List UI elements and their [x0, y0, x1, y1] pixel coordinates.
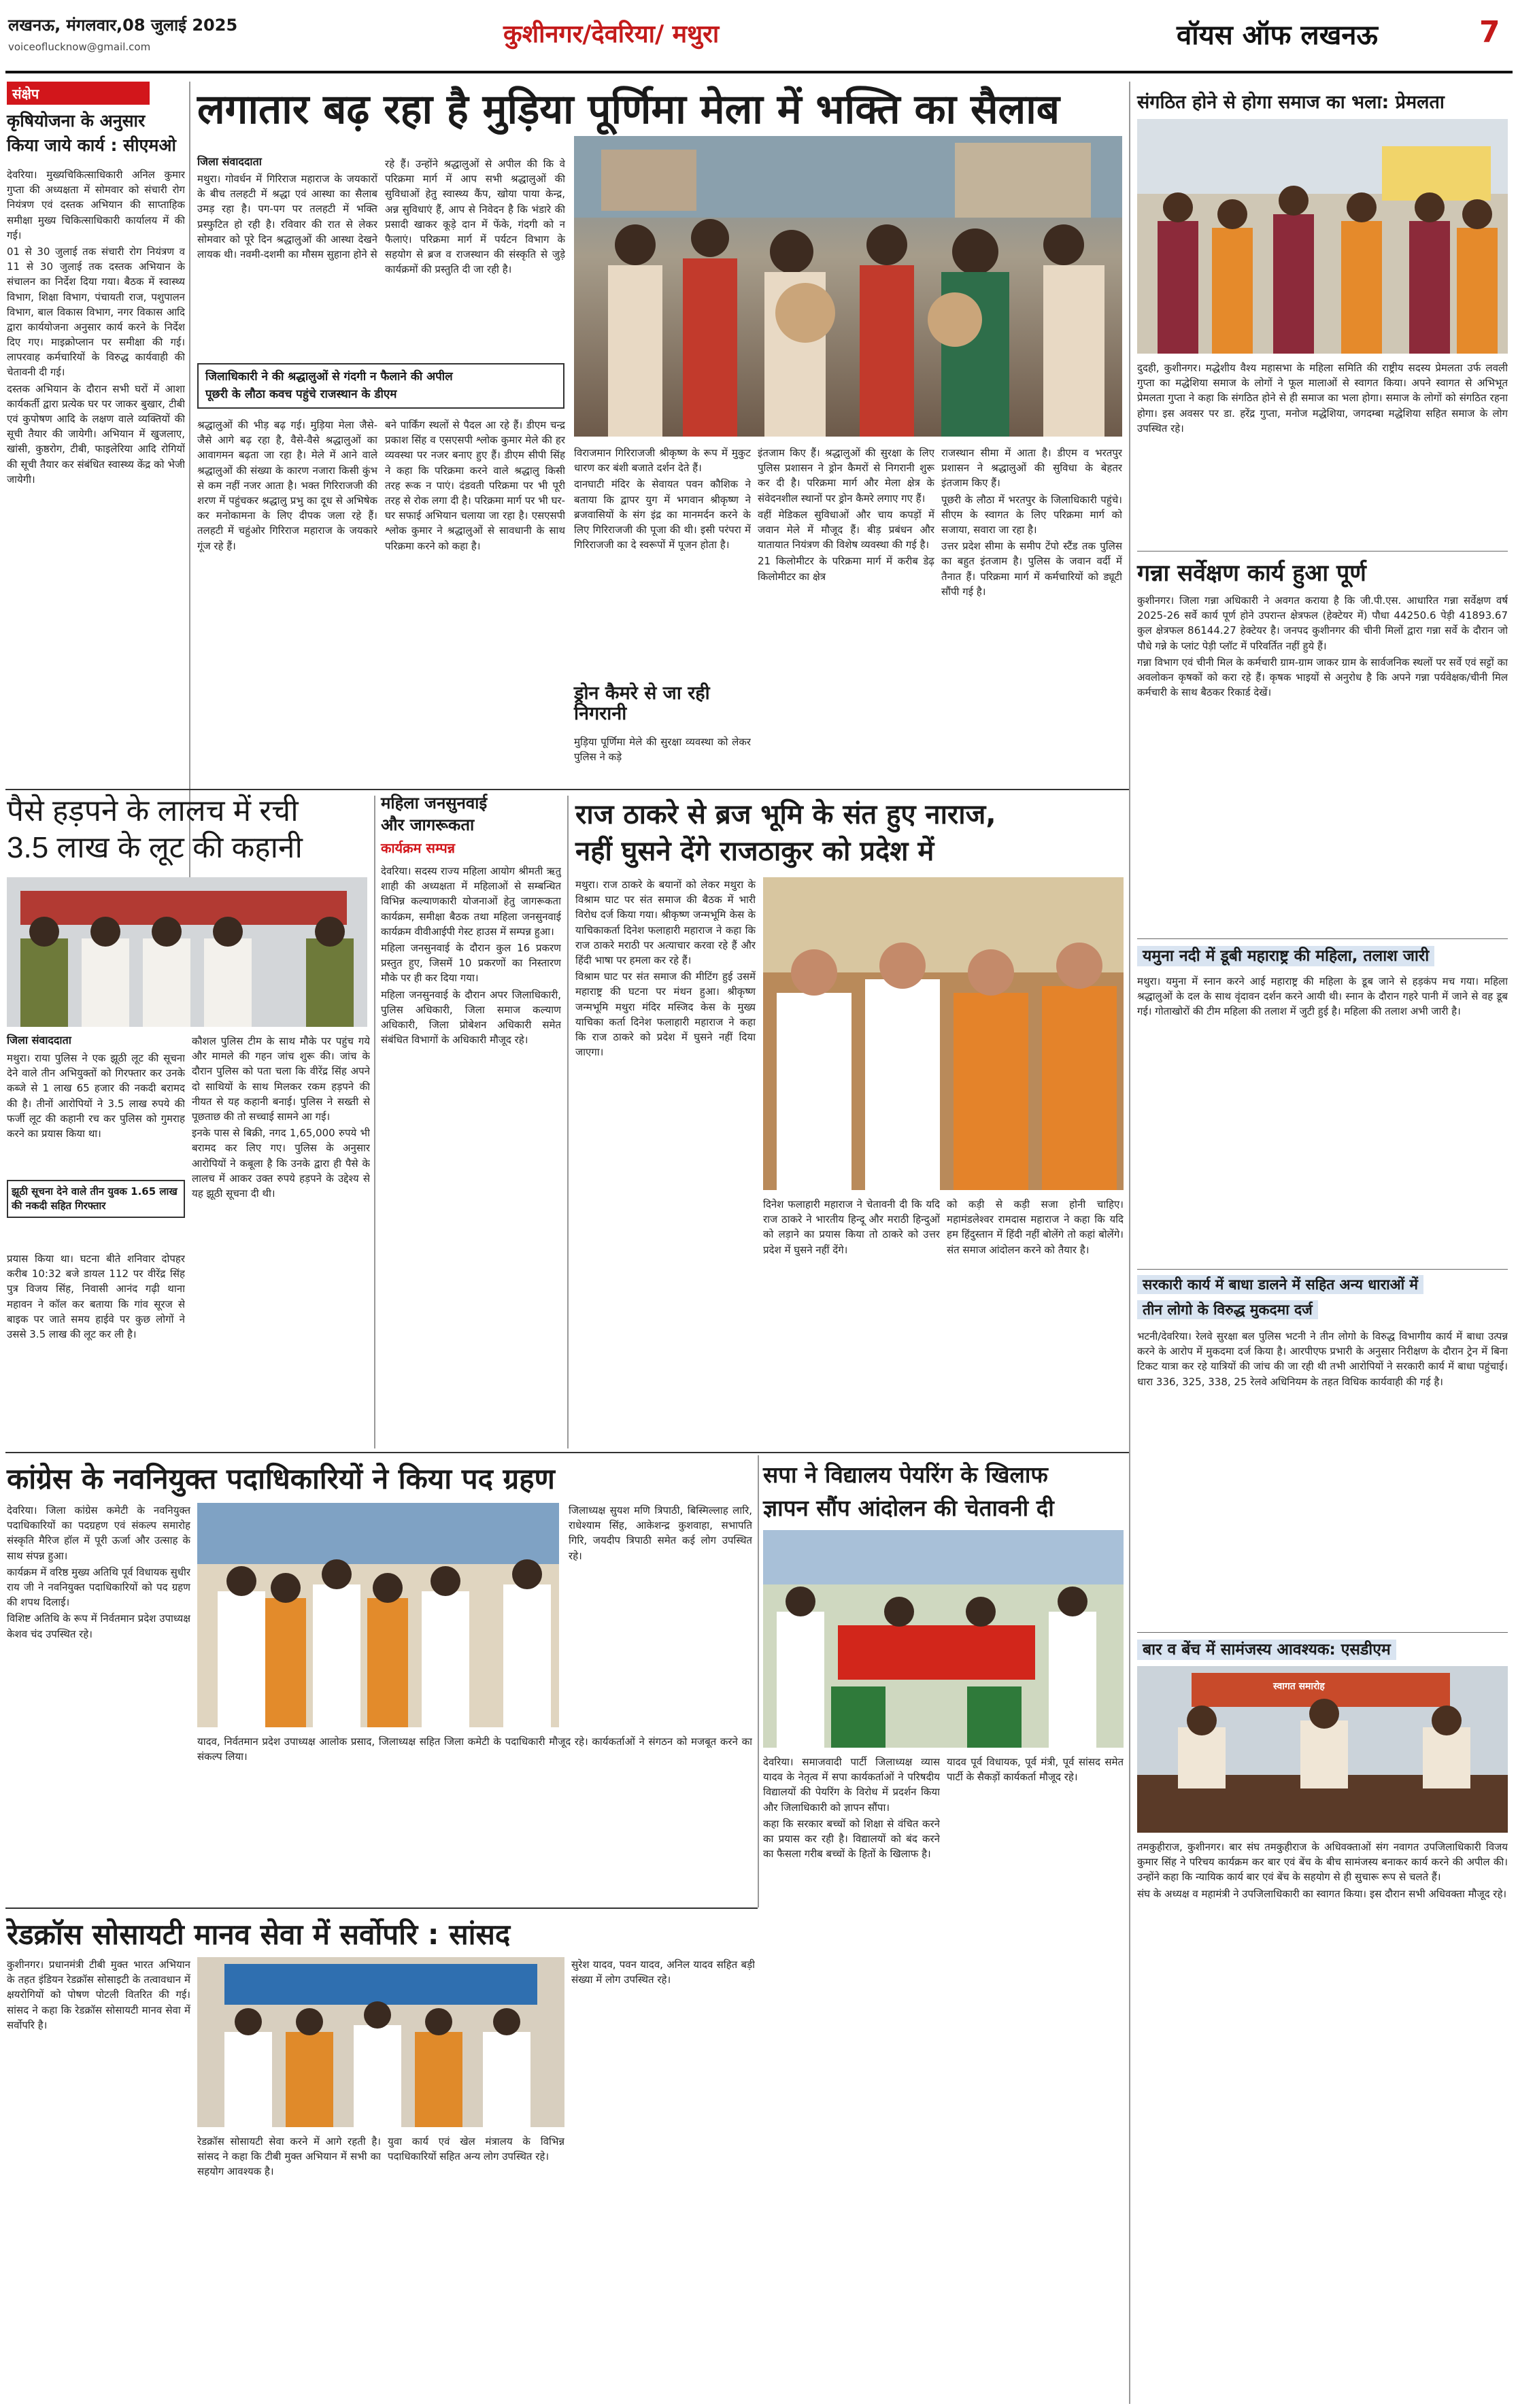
sapa-col-2 [947, 1754, 1124, 2401]
mela-text-4c: 21 किलोमीटर के परिक्रमा मार्ग में करीब डेढ़ किलोमीटर का क्षेत्र [758, 555, 934, 583]
mahila-headline-3: कार्यक्रम सम्पन्न [381, 840, 456, 856]
divider [1137, 551, 1508, 552]
sarkari-text: भटनी/देवरिया। रेलवे सुरक्षा बल पुलिस भटनी ने तीन लोगो के विरुद्ध विभागीय कार्य में बाधा उत्पन्न करने के आरोप में मुकदमा दर्ज किया है। आरपीएफ प्रभारी के अनुसार निरीक्षण के दौरान ट्रेन में बिना टिकट यात्रा कर रहे यात्रियों की जांच की जा रही थी तभी आरोपियों ने सरकारी कार्य में बाधा पहुंचाई। धारा 336, 325, 338, 25 रेलवे अधिनियम के तहत विधिक कार्यवाही की गई है। [1137, 1330, 1508, 1388]
raj-col-3 [947, 1197, 1124, 1445]
raj-text-2: दिनेश फलाहारी महाराज ने चेतावनी दी कि यदि राज ठाकरे ने भारतीय हिन्दू और मराठी हिन्दुओं को लड़ाने का प्रयास किया तो ठाकरे को उत्तर प्रदेश में घुसने नहीं देंगे। [763, 1198, 940, 1256]
loot-byline: जिला संवाददाता [7, 1034, 71, 1047]
column-rule [1129, 1632, 1130, 2404]
redcross-text-2: रेडक्रॉस सोसायटी सेवा करने में आगे रहती है। सांसद ने कहा कि टीबी मुक्त अभियान में सभी का सहयोग आवश्यक है। [197, 2135, 381, 2178]
mela-text-4a: इंतजाम किए हैं। श्रद्धालुओं की सुरक्षा के लिए पुलिस प्रशासन ने ड्रोन कैमरों से निगरानी शुरू कर दी है। परिक्रमा मार्ग और मेला क्षेत्र के संवेदनशील स्थानों पर ड्रोन कैमरे लगाए गए हैं। [758, 447, 934, 505]
brief-tag: संक्षेप [7, 82, 150, 105]
sapa-text-2: यादव पूर्व विधायक, पूर्व मंत्री, पूर्व सांसद समेत पार्टी के सैकड़ों कार्यकर्ता मौजूद रहे। [947, 1756, 1124, 1784]
section-divider [5, 1452, 1129, 1453]
loot-col-2 [192, 1034, 370, 1448]
redcross-text-3: युवा कार्य एवं खेल मंत्रालय के विभिन्न पदाधिकारियों सहित अन्य लोग उपस्थित रहे। [388, 2135, 564, 2163]
mela-text-5c: उत्तर प्रदेश सीमा के समीप टेंपो स्टैंड तक पुलिस का बहुत इंतजाम है। पुलिस के जवान वर्दी में तैनात हैं। परिक्रमा मार्ग में कर्मचारियों को ड्यूटी सौंपी गई है। [941, 540, 1122, 598]
brief-para-1: देवरिया। मुख्यचिकित्साधिकारी अनिल कुमार गुप्ता की अध्यक्षता में सोमवार को संचारी रोग नियंत्रण एवं दस्तक अभियान की साप्ताहिक समीक्षा मुख्य चिकित्साधिकारी कार्यालय में की गई। [7, 169, 185, 241]
sarkari-headline-text-1: सरकारी कार्य में बाधा डालने में सहित अन्य धाराओं में [1137, 1275, 1423, 1294]
mela-col-1a [197, 171, 377, 358]
premlata-text: दुदही, कुशीनगर। मद्धेशीय वैश्य महासभा के महिला समिति की राष्ट्रीय सदस्य प्रेमलता उर्फ लवली गुप्ता का मद्धेशिया समाज के लोगों ने फूल मालाओं से स्वागत किया। अपने स्वागत से अभिभूत प्रेमलता गुप्ता ने कहा कि संगठित होने से ही समाज का भला होगा। समाज के लोगों को संगठित रहना होगा। इस अवसर पर डा. हरेंद्र गुप्ता, मनोज मद्धेशिया, जगदम्बा मद्धेशिया सहित समाज के लोग उपस्थित रहे। [1137, 362, 1508, 435]
mela-col-3 [574, 445, 751, 717]
mela-text-1b: श्रद्धालुओं की भीड़ बढ़ गई। मुड़िया मेला जैसे-जैसे आगे बढ़ रहा है, वैसे-वैसे श्रद्धालुओं का आवागमन बढ़ता जा रहा है। मेले में आने वाले श्रद्धालुओं की संख्या के कारण नजारा किसी कुंभ से कम नहीं नजर आता है। भक्त गिरिराजजी की शरण में पहुंचकर श्रद्धालु प्रभु का दूध से अभिषेक कर मनोकामना के लिए दीपक जला रहे हैं। तलहटी में चहुंओर गिरिराज महाराज के जयकारे गूंज रहे हैं। [197, 419, 377, 552]
sarkari-body [1137, 1329, 1508, 1628]
redcross-text-1: कुशीनगर। प्रधानमंत्री टीबी मुक्त भारत अभियान के तहत इंडियन रेडक्रॉस सोसाइटी के तत्वावधान में क्षयरोगियों को पोषण पोटली वितरित की गई। सांसद ने कहा कि रेडक्रॉस सोसायटी मानव सेवा में सर्वोपरि है। [7, 1958, 190, 2031]
section-divider [5, 789, 1129, 790]
brand-logo: वॉयस ऑफ लखनऊ [1177, 20, 1378, 51]
bar-headline-text: बार व बेंच में सामंजस्य आवश्यक: एसडीएम [1137, 1640, 1396, 1660]
divider [1137, 1269, 1508, 1270]
mahila-text-2: महिला जनसुनवाई के दौरान कुल 16 प्रकरण प्रस्तुत हुए, जिसमें 10 प्रकरणों का निस्तारण मौके पर ही कर दिया गया। [381, 941, 561, 985]
raj-text-1b: विश्राम घाट पर संत समाज की मीटिंग हुई उसमें महाराष्ट्र की घटना पर मंथन हुआ। श्रीकृष्ण जन्मभूमि मथुरा मंदिर मस्जिद केस के मुख्य याचिका कर्ता दिनेश फलाहारी महाराज ने कहा कि राज ठाकरे को प्रदेश में घुसने नहीं दिया जाएगा। [575, 970, 756, 1059]
ganna-text-2: गन्ना विभाग एवं चीनी मिल के कर्मचारी ग्राम-ग्राम जाकर ग्राम के सार्वजनिक स्थलों पर सर्वे एवं सट्टों का अवलोकन कृषकों को करा रहे हैं। कृषक भाइयों से अनुरोध है कि अपने गन्ना पर्यवेक्षक/चीनी मिल कर्मचारी के साथ बैठकर रिकार्ड देखें। [1137, 656, 1508, 699]
section-title: कुशीनगर/देवरिया/ मथुरा [503, 20, 720, 48]
section-divider [5, 1907, 758, 1909]
ganna-headline: गन्ना सर्वेक्षण कार्य हुआ पूर्ण [1137, 560, 1366, 587]
mela-text-2b: बने पार्किंग स्थलों से पैदल आ रहे हैं। डीएम चन्द्र प्रकाश सिंह व एसएसपी श्लोक कुमार मेले की हर व्यवस्था पर नजर बनाए हुए हैं। डीएम सीपी सिंह ने कहा कि परिक्रमा करने वाले श्रद्धालु किसी तरह रूक न पाएं। दंडवती परिक्रमा पर भी पूरी तरह से रोक लगा दी है। परिक्रमा मार्ग पर भी घर-घर सफाई अभियान चलाया जा रहा है। एसएसपी श्लोक कुमार ने श्रद्धालुओं से सावधानी के साथ परिक्रमा करने को कहा है। [385, 419, 565, 552]
ganna-body [1137, 593, 1508, 933]
loot-photo [7, 877, 367, 1027]
mahila-text-1: देवरिया। सदस्य राज्य महिला आयोग श्रीमती ऋतु शाही की अध्यक्षता में महिलाओं से सम्बन्धित विभिन्न कल्याणकारी योजनाओं हेतु जागरूकता कार्यक्रम, समीक्षा बैठक तथा महिला जनसुनवाई कार्यक्रम वीवीआईपी गेस्ट हाउस में सम्पन्न हुआ। [381, 865, 561, 938]
crowd-illustration [574, 136, 1122, 437]
loot-callout [7, 1180, 185, 1218]
raj-text-3: को कड़ी से कड़ी सजा होनी चाहिए। महामंडलेश्वर रामदास महाराज ने कहा कि यदि हम हिंदुस्तान में हिंदी नहीं बोलेंगे तो कहां बोलेंगे। संत समाज आंदोलन करने को तैयार है। [947, 1198, 1124, 1256]
redcross-col-1 [7, 1957, 190, 2403]
column-rule [374, 796, 375, 1448]
sarkari-headline-2 [1137, 1300, 1508, 1319]
loot-callout-text: झूठी सूचना देने वाले तीन युवक 1.65 लाख की नकदी सहित गिरफ्तार [12, 1185, 178, 1212]
mela-headline: लगातार बढ़ रहा है मुड़िया पूर्णिमा मेला में भक्ति का सैलाब [197, 86, 1060, 133]
raj-col-1 [575, 877, 756, 1445]
sarkari-headline-text-2: तीन लोगो के विरुद्ध मुकदमा दर्ज [1137, 1300, 1318, 1319]
brief-headline-b: किया जाये कार्य : सीएमओ [7, 135, 176, 155]
mela-byline: जिला संवाददाता [197, 155, 262, 168]
congress-col-1 [7, 1503, 190, 1904]
column-rule [1129, 82, 1130, 1686]
page-number: 7 [1479, 15, 1500, 50]
raj-text-1: मथुरा। राज ठाकरे के बयानों को लेकर मथुरा के विश्राम घाट पर संत समाज की बैठक में भारी विरोध दर्ज किया गया। श्रीकृष्ण जन्मभूमि केस के याचिकाकर्ता दिनेश फलाहारी महाराज ने कहा कि राज ठाकरे मराठी पर अत्याचार करवा रहे हैं और हिंदी भाषा पर हमला कर रहे हैं। [575, 879, 756, 966]
loot-text-2: कौशल पुलिस टीम के साथ मौके पर पहुंच गये और मामले की गहन जांच शुरू की। जांच के दौरान पुलिस को पता चला कि वीरेंद्र सिंह अपने दो साथियों के साथ मिलकर रकम हड़पने की नीयत से यह कहानी बनाई। पुलिस ने सख्ती से पूछताछ की तो सच्चाई सामने आ गई। [192, 1035, 370, 1123]
congress-text-3: जिलाध्यक्ष सुयश मणि त्रिपाठी, बिस्मिल्लाह लारि, राधेश्याम सिंह, आकेशन्द्र कुशवाहा, सभापति गिरि, जयदीप त्रिपाठी समेत कई लोग उपस्थित रहे। [569, 1504, 752, 1562]
redcross-headline: रेडक्रॉस सोसायटी मानव सेवा में सर्वोपरि : सांसद [7, 1918, 511, 1951]
loot-col-1b [7, 1251, 185, 1448]
brief-para-2: 01 से 30 जुलाई तक संचारी रोग नियंत्रण व 11 से 30 जुलाई तक दस्तक अभियान के संचालन का निर्देश दिया गया। बैठक में स्वास्थ्य विभाग, शिक्षा विभाग, पंचायती राज, पशुपालन विभाग, बाल विकास विभाग, नगर विकास आदि द्वारा कार्ययोजना अनुसार कार्य करने के निर्देश दिए गए। माइक्रोप्लान पर समीक्षा की गई। लापरवाह कर्मचारियों के विरुद्ध कार्यवाही की चेतावनी दी गई। [7, 245, 185, 379]
bar-photo-caption: स्वागत समारोह [1273, 1681, 1325, 1692]
mela-text-3b: दानघाटी मंदिर के सेवायत पवन कौशिक ने बताया कि द्वापर युग में भगवान श्रीकृष्ण ने ब्रजवासियों के संग इंद्र का मानमर्दन करने के लिए गिरिराजजी की पूजा की थी। इसी परंपरा में गिरिराजजी का दे स्वरूपों में पूजन होता है। [574, 478, 751, 552]
protest-illustration [763, 1530, 1124, 1748]
redcross-col-4 [571, 1957, 755, 2403]
premlata-photo [1137, 119, 1508, 354]
redcross-text-4: सुरेश यादव, पवन यादव, अनिल यादव सहित बड़ी संख्या में लोग उपस्थित रहे। [571, 1958, 755, 1986]
sapa-photo [763, 1530, 1124, 1748]
brief-para-3: दस्तक अभियान के दौरान सभी घरों में आशा कार्यकर्ती द्वारा प्रत्येक घर पर जाकर बुखार, टीबी एवं कुपोषण आदि के लक्षण वाले व्यक्तियों की सूची तैयार की जायेगी। अभियान में खुजलाए, खांसी, कुष्ठरोग, टीबी, फाइलेरिया आदि रोगियों की सूची तैयार कर संबंधित स्वास्थ्य केंद्र को भेजी जायेगी। [7, 382, 185, 486]
ceremony-illustration [197, 1503, 559, 1727]
mela-subhead-2: पूछरी के लौठा कवच पहुंचे राजस्थान के डीएम [205, 387, 397, 401]
mela-text-3c: मुड़िया पूर्णिमा मेले की सुरक्षा व्यवस्था को लेकर पुलिस ने कड़े [574, 736, 751, 764]
congress-photo [197, 1503, 559, 1727]
congress-headline: कांग्रेस के नवनियुक्त पदाधिकारियों ने किया पद ग्रहण [7, 1462, 555, 1495]
loot-headline-1: पैसे हड़पने के लालच में रची [7, 794, 299, 828]
redcross-col-2 [197, 2134, 381, 2403]
mela-col-5 [941, 445, 1122, 789]
mela-text-5b: पूछरी के लौठा में भरतपुर के जिलाधिकारी पहुंचे। सीएम के स्वागत के लिए परिक्रमा मार्ग को सजाया, सवारा जा रहा है। [941, 493, 1122, 536]
yamuna-headline-text: यमुना नदी में डूबी महाराष्ट्र की महिला, तलाश जारी [1137, 946, 1434, 966]
premlata-body [1137, 360, 1508, 544]
loot-text-2b: इनके पास से बिक्री, नगद 1,65,000 रुपये भी बरामद कर लिए गए। पुलिस के अनुसार आरोपियों ने कबूला है कि उनके द्वारा ही पैसे के लालच में आकर उक्त रुपये हड़पने के उद्देश्य से यह झूठी सूचना दी थी। [192, 1127, 370, 1200]
divider [1137, 938, 1508, 939]
congress-col-2 [569, 1503, 752, 1727]
redcross-photo [197, 1957, 564, 2127]
premlata-headline: संगठित होने से होगा समाज का भला: प्रेमलता [1137, 92, 1445, 113]
masthead-rule [5, 71, 1513, 73]
sapa-text-1b: कहा कि सरकार बच्चों को शिक्षा से वंचित करने का प्रयास कर रही है। विद्यालयों को बंद करने का फैसला गरीब बच्चों के हितों के खिलाफ है। [763, 1817, 940, 1861]
ganna-text-1: कुशीनगर। जिला गन्ना अधिकारी ने अवगत कराया है कि जी.पी.एस. आधारित गन्ना सर्वेक्षण वर्ष 2025-26 सर्वे कार्य पूर्ण होने उपरान्त क्षेत्रफल (हेक्टेयर में) पौधा 44250.6 पेड़ी 41893.67 कुल क्षेत्रफल 86144.27 हेक्टेयर है। जनपद कुशीनगर की चीनी मिलों द्वारा गन्ना सर्वे के दौरान जो पौधे गन्ने के प्लांट पेड़ी प्लॉट में परिवर्तित नहीं हुये हैं। [1137, 594, 1508, 652]
website: voiceoflucknow@gmail.com [8, 41, 151, 53]
bar-body [1137, 1839, 1508, 2404]
congress-col-3 [197, 1734, 752, 1904]
saints-illustration [763, 877, 1124, 1190]
mahila-body [381, 864, 561, 1448]
yamuna-headline [1137, 944, 1508, 966]
sapa-headline-1: सपा ने विद्यालय पेयरिंग के खिलाफ [763, 1461, 1048, 1488]
mela-subhead-box [197, 363, 564, 409]
bar-photo [1137, 1666, 1508, 1833]
raj-headline-2: नहीं घुसने देंगे राजठाकुर को प्रदेश में [575, 836, 934, 867]
mela-text-3a: विराजमान गिरिराजजी श्रीकृष्ण के रूप में मुकुट धारण कर बंशी बजाते दर्शन देते हैं। [574, 447, 751, 475]
mahila-headline-1: महिला जनसुनवाई [381, 794, 488, 813]
mela-col-3c [574, 734, 751, 789]
sapa-col-1 [763, 1754, 940, 2401]
divider [1137, 1632, 1508, 1633]
redcross-col-3 [388, 2134, 564, 2403]
mela-text-5a: राजस्थान सीमा में आता है। डीएम व भरतपुर प्रशासन ने श्रद्धालुओं की सुविधा के बेहतर इंतजाम किए हैं। [941, 447, 1122, 490]
drone-subhead: ड्रोन कैमरे से जा रही निगरानी [574, 683, 710, 725]
loot-headline-2: 3.5 लाख के लूट की कहानी [7, 831, 303, 864]
mela-text-4b: वहीं मेडिकल सुविधाओं और चाय कपड़ों में जवान मेले में मौजूद हैं। बीड़ प्रबंधन और यातायात नियंत्रण की विशेष व्यवस्था की गई है। [758, 508, 934, 552]
raj-col-2 [763, 1197, 940, 1445]
mela-crowd-photo [574, 136, 1122, 437]
sarkari-headline-1 [1137, 1275, 1508, 1294]
loot-col-1 [7, 1051, 185, 1176]
congress-text-2: यादव, निर्वतमान प्रदेश उपाध्यक्ष आलोक प्रसाद, जिलाध्यक्ष सहित जिला कमेटी के पदाधिकारी मौजूद रहे। कार्यकर्ताओं ने संगठन को मजबूत करने का संकल्प लिया। [197, 1735, 752, 1763]
congress-text-1: देवरिया। जिला कांग्रेस कमेटी के नवनियुक्त पदाधिकारियों का पदग्रहण एवं संकल्प समारोह संस्कृति मैरिज हॉल में पूरी ऊर्जा और उत्साह के साथ संपन्न हुआ। [7, 1504, 190, 1562]
raj-saints-photo [763, 877, 1124, 1190]
congress-text-1c: विशिष्ट अतिथि के रूप में निर्वतमान प्रदेश उपाध्यक्ष केशव चंद उपस्थित रहे। [7, 1612, 190, 1640]
yamuna-text: मथुरा। यमुना में स्नान करने आई महाराष्ट्र की महिला के डूब जाने से हड़कंप मच गया। महिला श्रद्धालुओं के दल के साथ वृंदावन दर्शन करने आयी थी। स्नान के दौरान गहरे पानी में जाने से वह डूब गई। गोताखोरों की टीम महिला की तलाश में जुटी हुई है। महिला की तलाश अभी जारी है। [1137, 975, 1508, 1018]
bar-text-2: संघ के अध्यक्ष व महामंत्री ने उपजिलाधिकारी का स्वागत किया। इस दौरान सभी अधिवक्ता मौजूद रहे। [1137, 1887, 1507, 1900]
mahila-headline-2: और जागरूकता [381, 815, 475, 834]
arrest-illustration [7, 877, 367, 1027]
sapa-text-1: देवरिया। समाजवादी पार्टी जिलाध्यक्ष व्यास यादव के नेतृत्व में सपा कार्यकर्ताओं ने परिषदीय विद्यालयों की पेयरिंग के विरोध में प्रदर्शन किया और जिलाधिकारी को ज्ञापन सौंपा। [763, 1756, 940, 1814]
loot-text-1: मथुरा। राया पुलिस ने एक झूठी लूट की सूचना देने वाले तीन अभियुक्तों को गिरफ्तार कर उनके कब्जे से 1 लाख 65 हजार की नकदी बरामद की है। तीनों आरोपियों ने 3.5 लाख रुपये की फर्जी लूट की कहानी रच कर पुलिस को गुमराह करने का प्रयास किया था। [7, 1052, 185, 1140]
loot-text-1b: प्रयास किया था। घटना बीते शनिवार दोपहर करीब 10:32 बजे डायल 112 पर वीरेंद्र सिंह पुत्र विजय सिंह, निवासी आनंद गढ़ी थाना महावन ने कॉल कर बताया कि गांव सूरज से बाइक पर जाते समय हाईवे पर कुछ लोगों ने उससे 3.5 लाख की लूट कर ली है। [7, 1253, 185, 1340]
column-rule [567, 796, 569, 1448]
group-illustration [1137, 119, 1508, 354]
congress-text-1b: कार्यक्रम में वरिष्ठ मुख्य अतिथि पूर्व विधायक सुधीर राय जी ने नवनियुक्त पदाधिकारियों को पद ग्रहण की शपथ दिलाई। [7, 1565, 190, 1609]
raj-headline-1: राज ठाकरे से ब्रज भूमि के संत हुए नाराज, [575, 799, 996, 830]
event-illustration [197, 1957, 564, 2127]
yamuna-body [1137, 974, 1508, 1266]
bar-headline [1137, 1638, 1508, 1659]
mela-subhead-1: जिलाधिकारी ने की श्रद्धालुओं से गंदगी न फैलाने की अपील [205, 370, 453, 384]
mahila-text-3: महिला जनसुनवाई के दौरान अपर जिलाधिकारी, पुलिस अधिकारी, जिला समाज कल्याण अधिकारी, जिला प्रोबेशन अधिकारी समेत संबंधित विभागों के अधिकारी मौजूद रहे। [381, 988, 561, 1047]
dateline: लखनऊ, मंगलवार,08 जुलाई 2025 [8, 16, 238, 35]
mela-col-4 [758, 445, 934, 789]
brief-headline-a: कृषियोजना के अनुसार [7, 111, 146, 131]
mela-text-2: रहे हैं। उन्होंने श्रद्धालुओं से अपील की कि वे परिक्रमा मार्ग में आप सभी श्रद्धालुओं की सुविधाओं हेतु स्वास्थ्य कैंप, खोया पाया केन्द्र, अन्न सुविधाएं हैं, आप से निवेदन है कि भंडारे की प्रसादी खाकर कूड़े दान में फेंके, गंदगी को न फैलाएं। परिक्रमा मार्ग में पर्यटन विभाग के सहयोग से ब्रज व राजस्थान की संस्कृति से जुड़े कार्यक्रमों की प्रस्तुति दी जा रही है। [385, 158, 565, 276]
masthead [0, 0, 1518, 68]
mela-col-2a [385, 156, 565, 358]
mela-col-2b [385, 418, 565, 941]
bar-text-1: तमकुहीराज, कुशीनगर। बार संघ तमकुहीराज के अधिवक्ताओं संग नवागत उपजिलाधिकारी विजय कुमार सिंह ने परिचय कार्यक्रम कर बार एवं बेंच के बीच सामंजस्य बनाकर कार्य करने की अपील की। उन्होंने कहा कि न्यायिक कार्य बार एवं बेंच के सहयोग से ही सुचारू रूप से चलते हैं। [1137, 1841, 1508, 1884]
column-rule [758, 1455, 759, 1907]
sapa-headline-2: ज्ञापन सौंप आंदोलन की चेतावनी दी [763, 1495, 1054, 1521]
mela-text-1: मथुरा। गोवर्धन में गिरिराज महाराज के जयकारों के बीच तलहटी में श्रद्धा एवं आस्था का सैलाब उमड़ रहा है। पग-पग पर तलहटी में भक्ति प्रस्फुटित हो रही है। रविवार की रात से लेकर सोमवार को पूरे दिन श्रद्धालुओं की आस्था देखने लायक थी। नवमी-दशमी का मौसम सुहाना होने से [197, 173, 377, 260]
